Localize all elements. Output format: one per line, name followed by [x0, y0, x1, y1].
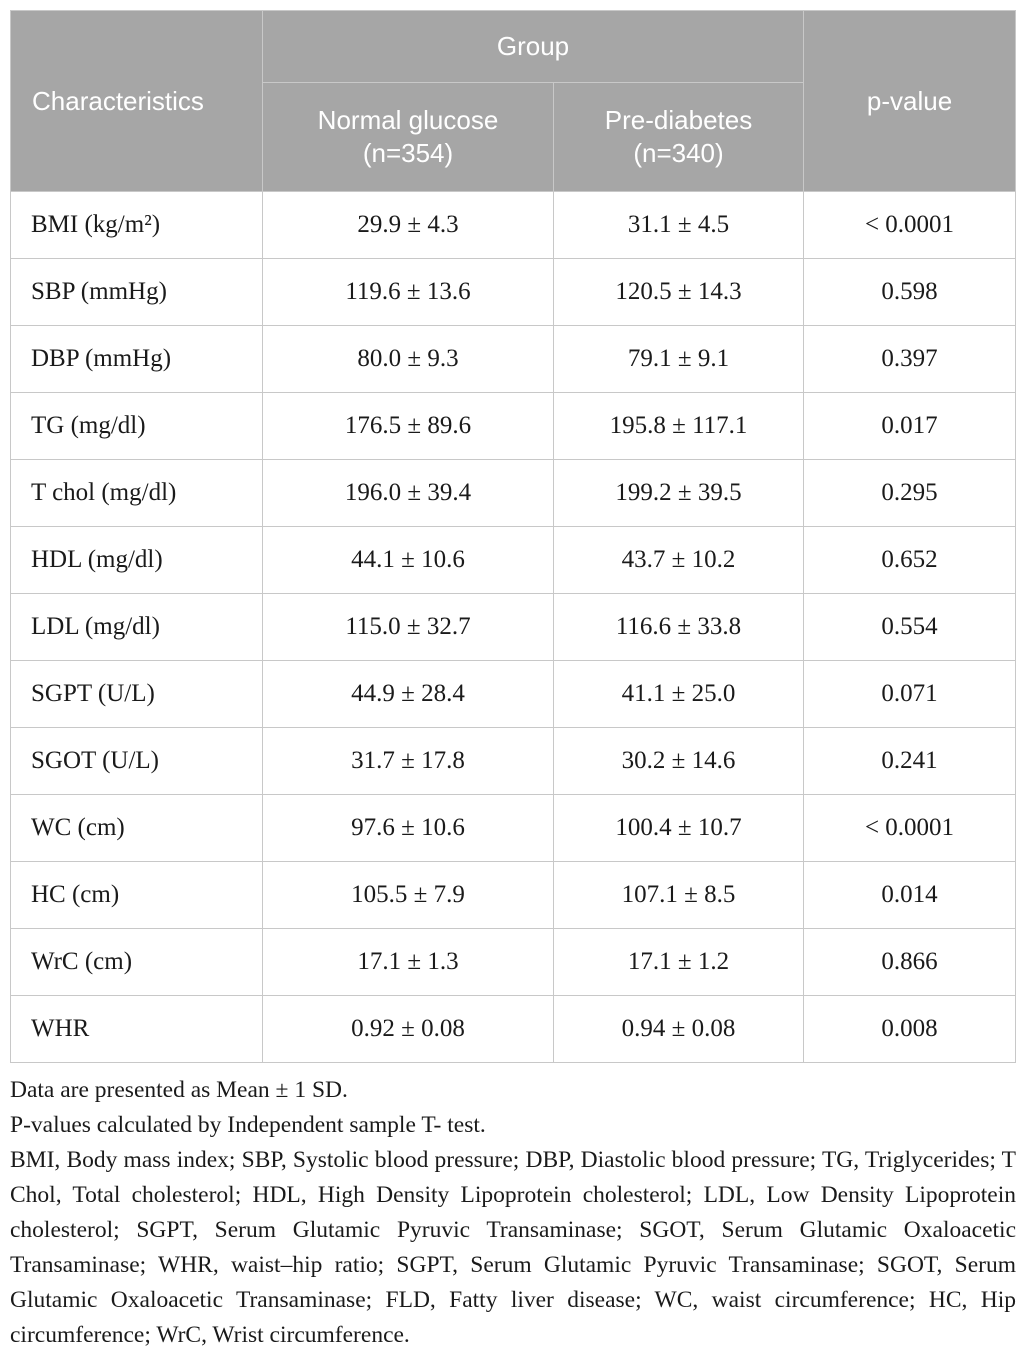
normal-glucose-value: 31.7 ± 17.8 — [263, 728, 554, 795]
table-footnotes — [10, 1073, 1016, 1353]
normal-glucose-value: 115.0 ± 32.7 — [263, 594, 554, 661]
table-container — [10, 10, 1016, 1353]
p-value: 0.014 — [804, 862, 1016, 929]
p-value: 0.652 — [804, 527, 1016, 594]
row-label: HC (cm) — [11, 862, 263, 929]
row-label: SBP (mmHg) — [11, 259, 263, 326]
header-normal-glucose-n: (n=354) — [362, 138, 454, 168]
normal-glucose-value: 119.6 ± 13.6 — [263, 259, 554, 326]
row-label: TG (mg/dl) — [11, 393, 263, 460]
table-row — [11, 795, 1016, 862]
row-label: WrC (cm) — [11, 929, 263, 996]
footnote-data-presentation: Data are presented as Mean ± 1 SD. — [10, 1077, 348, 1103]
pre-diabetes-value: 30.2 ± 14.6 — [554, 728, 804, 795]
p-value: 0.241 — [804, 728, 1016, 795]
table-header — [11, 11, 1016, 192]
table-row — [11, 594, 1016, 661]
header-pre-diabetes-n: (n=340) — [633, 138, 724, 168]
normal-glucose-value: 105.5 ± 7.9 — [263, 862, 554, 929]
p-value: 0.295 — [804, 460, 1016, 527]
table-row — [11, 862, 1016, 929]
pre-diabetes-value: 195.8 ± 117.1 — [554, 393, 804, 460]
normal-glucose-value: 176.5 ± 89.6 — [263, 393, 554, 460]
footnote-p-values: P-values calculated by Independent sample T- test. — [10, 1112, 486, 1138]
normal-glucose-value: 44.1 ± 10.6 — [263, 527, 554, 594]
header-normal-glucose — [263, 83, 554, 192]
p-value: 0.866 — [804, 929, 1016, 996]
pre-diabetes-value: 100.4 ± 10.7 — [554, 795, 804, 862]
pre-diabetes-value: 31.1 ± 4.5 — [554, 192, 804, 259]
p-value: < 0.0001 — [804, 192, 1016, 259]
p-value: 0.017 — [804, 393, 1016, 460]
table-row — [11, 259, 1016, 326]
header-characteristics: Characteristics — [11, 11, 263, 192]
p-value: < 0.0001 — [804, 795, 1016, 862]
normal-glucose-value: 97.6 ± 10.6 — [263, 795, 554, 862]
table-body — [11, 192, 1016, 1063]
p-value: 0.598 — [804, 259, 1016, 326]
normal-glucose-value: 17.1 ± 1.3 — [263, 929, 554, 996]
pre-diabetes-value: 41.1 ± 25.0 — [554, 661, 804, 728]
footnote-abbreviations: BMI, Body mass index; SBP, Systolic blood pressure; DBP, Diastolic blood pressure; TG, Triglycerides; T Chol, Total cholesterol; HDL, High Density Lipoprotein cholesterol; LDL, Low Density Lipoprotein cholesterol; SGPT, Serum Glutamic Pyruvic Transaminase; SGOT, Serum Glutamic Oxaloacetic Transaminase; WHR, waist–hip ratio; SGPT, Serum Glutamic Pyruvic Transaminase; SGOT, Serum Glutamic Oxaloacetic Transaminase; FLD, Fatty liver disease; WC, waist circumference; HC, Hip circumference; WrC, Wrist circumference. — [10, 1147, 1016, 1348]
header-p-value: p-value — [804, 11, 1016, 192]
table-row — [11, 728, 1016, 795]
pre-diabetes-value: 120.5 ± 14.3 — [554, 259, 804, 326]
header-pre-diabetes — [554, 83, 804, 192]
table-row — [11, 929, 1016, 996]
table-row — [11, 192, 1016, 259]
pre-diabetes-value: 43.7 ± 10.2 — [554, 527, 804, 594]
pre-diabetes-value: 199.2 ± 39.5 — [554, 460, 804, 527]
normal-glucose-value: 29.9 ± 4.3 — [263, 192, 554, 259]
row-label: SGOT (U/L) — [11, 728, 263, 795]
p-value: 0.554 — [804, 594, 1016, 661]
normal-glucose-value: 44.9 ± 28.4 — [263, 661, 554, 728]
row-label: DBP (mmHg) — [11, 326, 263, 393]
p-value: 0.071 — [804, 661, 1016, 728]
row-label: WC (cm) — [11, 795, 263, 862]
table-row — [11, 326, 1016, 393]
table-row — [11, 460, 1016, 527]
p-value: 0.008 — [804, 996, 1016, 1063]
row-label: LDL (mg/dl) — [11, 594, 263, 661]
pre-diabetes-value: 116.6 ± 33.8 — [554, 594, 804, 661]
header-group: Group — [263, 11, 804, 83]
row-label: HDL (mg/dl) — [11, 527, 263, 594]
pre-diabetes-value: 0.94 ± 0.08 — [554, 996, 804, 1063]
table-row — [11, 527, 1016, 594]
header-normal-glucose-label: Normal glucose — [317, 105, 499, 135]
table-row — [11, 661, 1016, 728]
row-label: WHR — [11, 996, 263, 1063]
row-label: SGPT (U/L) — [11, 661, 263, 728]
normal-glucose-value: 0.92 ± 0.08 — [263, 996, 554, 1063]
table-row — [11, 393, 1016, 460]
header-pre-diabetes-label: Pre-diabetes — [604, 105, 753, 135]
pre-diabetes-value: 107.1 ± 8.5 — [554, 862, 804, 929]
normal-glucose-value: 196.0 ± 39.4 — [263, 460, 554, 527]
characteristics-table — [10, 10, 1016, 1063]
row-label: BMI (kg/m²) — [11, 192, 263, 259]
row-label: T chol (mg/dl) — [11, 460, 263, 527]
pre-diabetes-value: 17.1 ± 1.2 — [554, 929, 804, 996]
normal-glucose-value: 80.0 ± 9.3 — [263, 326, 554, 393]
table-row — [11, 996, 1016, 1063]
pre-diabetes-value: 79.1 ± 9.1 — [554, 326, 804, 393]
p-value: 0.397 — [804, 326, 1016, 393]
